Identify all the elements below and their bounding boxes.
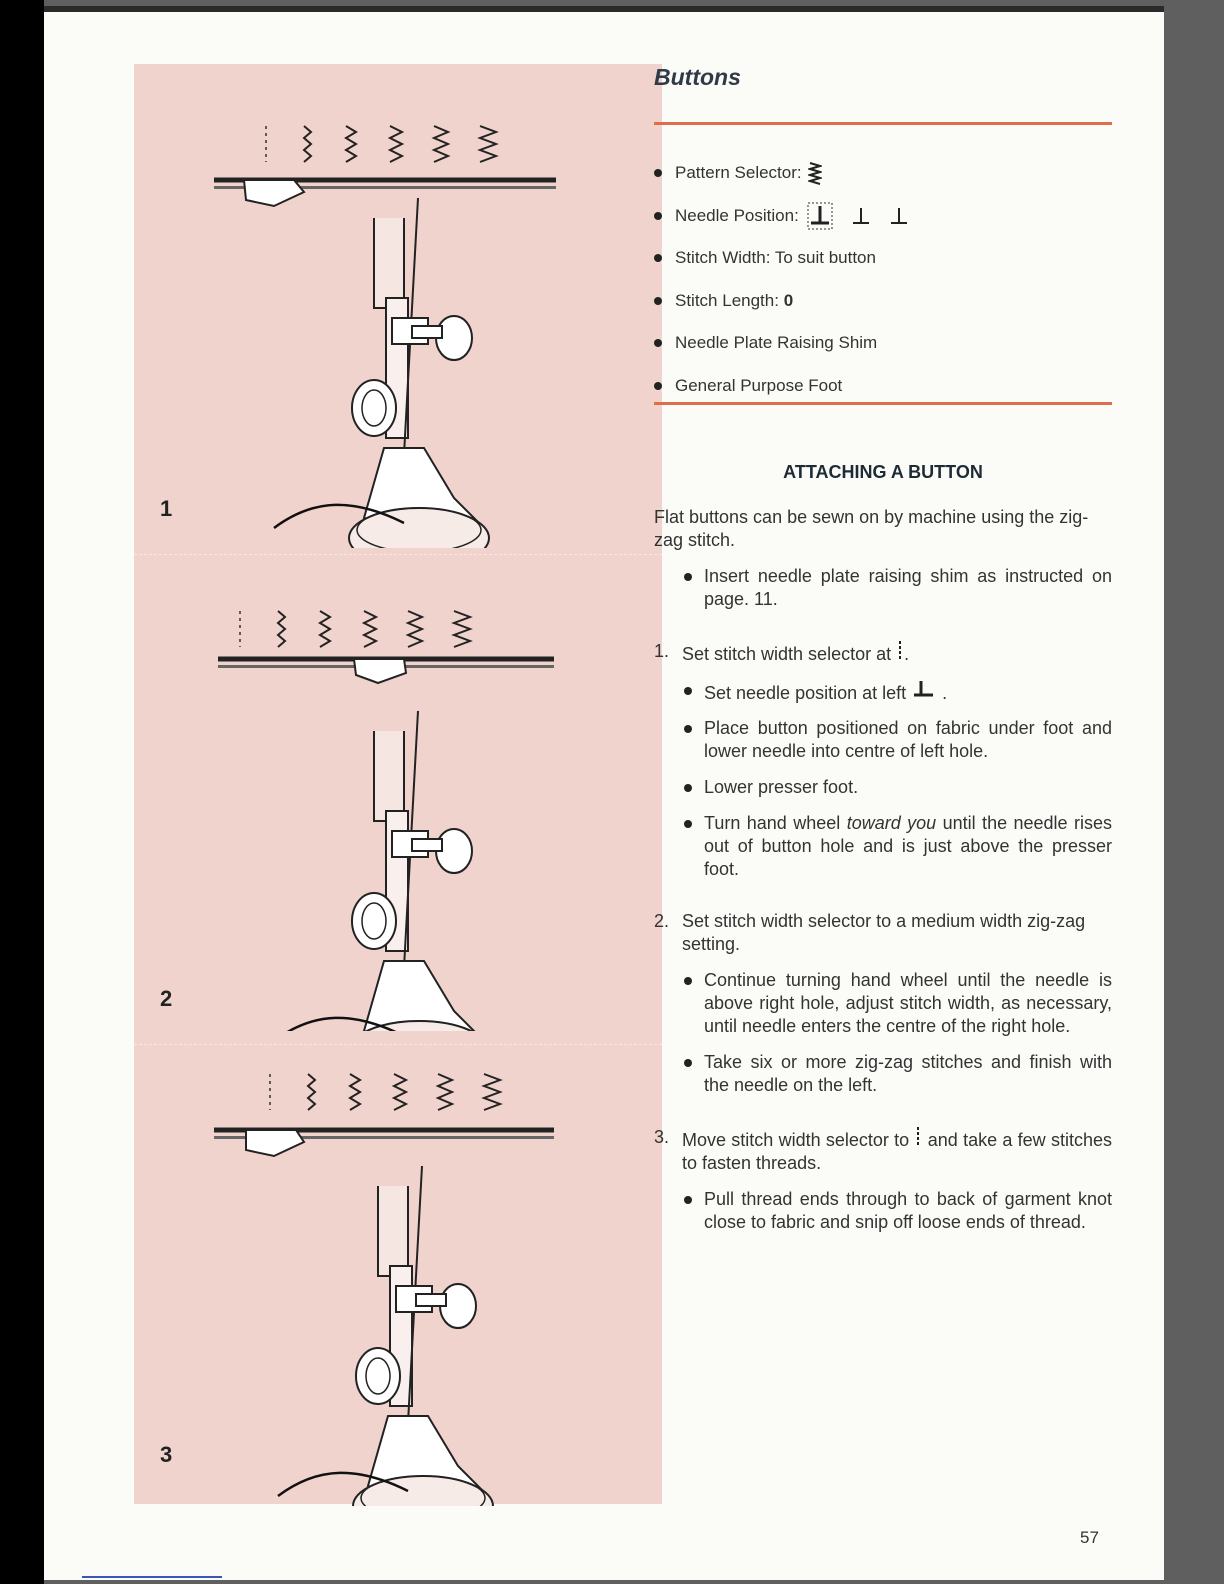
- bullet-icon: [654, 212, 662, 220]
- page-number: 57: [1080, 1528, 1099, 1547]
- figure-2-illustration: [134, 551, 662, 1031]
- list-item: Insert needle plate raising shim as instructed on page. 11.: [684, 565, 1112, 611]
- spec-item: General Purpose Foot: [654, 365, 1114, 408]
- spec-item: Stitch Width: To suit button: [654, 237, 1114, 280]
- bullet-icon: [654, 169, 662, 177]
- manual-page: [44, 6, 1164, 1580]
- spec-item: Needle Position:: [654, 195, 1114, 238]
- spec-item: Stitch Length: 0: [654, 280, 1114, 323]
- spec-item: Pattern Selector:: [654, 152, 1114, 195]
- figure-label: 2: [160, 986, 173, 1011]
- instructions: [654, 506, 1112, 1234]
- scan-mark: [82, 1576, 222, 1578]
- page-title: Buttons: [654, 64, 741, 90]
- step-2: 2. Set stitch width selector to a medium width zig-zag setting.: [654, 911, 1086, 954]
- list-item: Place button positioned on fabric under foot and lower needle into centre of left hole.: [684, 717, 1112, 763]
- bullet-icon: [684, 784, 692, 792]
- list-item: Lower presser foot.: [684, 776, 1112, 799]
- bullet-icon: [684, 1059, 692, 1067]
- bullet-icon: [654, 297, 662, 305]
- needle-position-icon: [805, 202, 923, 230]
- bullet-icon: [654, 254, 662, 262]
- step-1: 1. Set stitch width selector at .: [654, 641, 910, 664]
- bullet-icon: [654, 382, 662, 390]
- figure-label: 3: [160, 1442, 173, 1467]
- list-item: Set needle position at left .: [684, 679, 1112, 705]
- bullet-icon: [684, 687, 692, 695]
- settings-list: [654, 152, 1114, 407]
- needle-left-icon: [911, 679, 937, 699]
- list-item: Pull thread ends through to back of garment knot close to fabric and snip off loose ends of thread.: [684, 1188, 1112, 1234]
- intro-text: Flat buttons can be sewn on by machine using the zig-zag stitch.: [654, 507, 1089, 550]
- bullet-icon: [684, 725, 692, 733]
- list-item: Turn hand wheel toward you until the needle rises out of button hole and is just above the presser foot.: [684, 812, 1112, 881]
- bullet-icon: [684, 573, 692, 581]
- top-rule: [654, 122, 1112, 125]
- straight-stitch-icon: [896, 640, 904, 660]
- list-item: Take six or more zig-zag stitches and finish with the needle on the left.: [684, 1051, 1112, 1097]
- zigzag-pattern-icon: [808, 161, 822, 185]
- figure-label: 1: [160, 496, 173, 521]
- bullet-icon: [654, 339, 662, 347]
- section-heading: ATTACHING A BUTTON: [783, 462, 983, 482]
- figure-1-illustration: [134, 68, 662, 548]
- spec-item: Needle Plate Raising Shim: [654, 322, 1114, 365]
- straight-stitch-icon: [914, 1126, 922, 1146]
- bullet-icon: [684, 1196, 692, 1204]
- bottom-rule: [654, 402, 1112, 405]
- bullet-icon: [684, 977, 692, 985]
- scan-edge: [0, 0, 44, 1584]
- list-item: Continue turning hand wheel until the needle is above right hole, adjust stitch width, as necessary, until needle enters the centre of the right hole.: [684, 969, 1112, 1038]
- figure-3-illustration: [134, 1026, 662, 1506]
- bullet-icon: [684, 820, 692, 828]
- step-3: 3. Move stitch width selector to and take a few stitches to fasten threads.: [654, 1127, 1112, 1173]
